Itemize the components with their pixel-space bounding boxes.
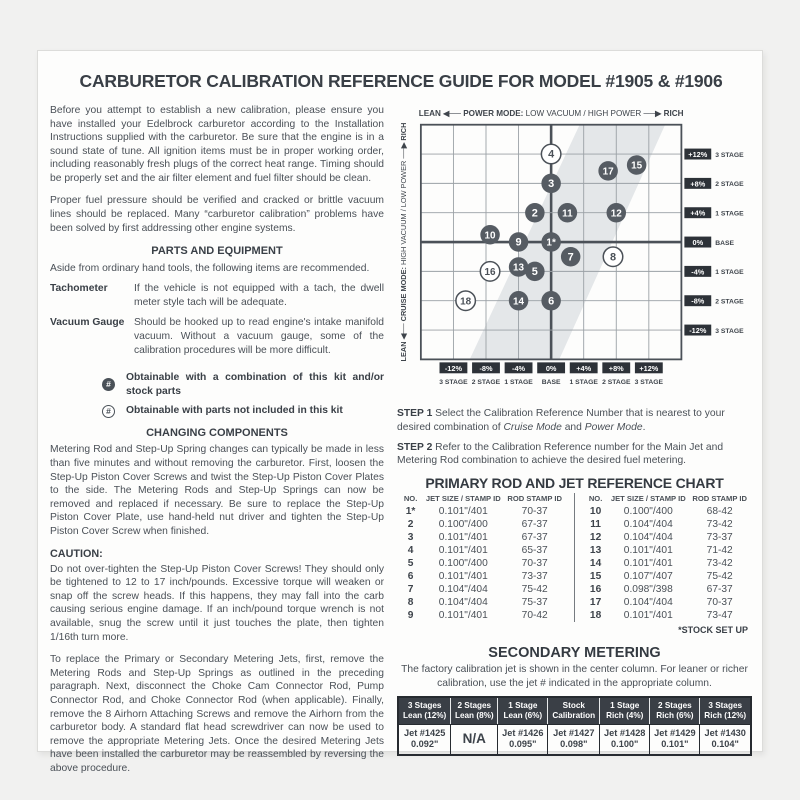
table-row <box>397 570 567 583</box>
caution-heading: CAUTION: <box>50 548 103 561</box>
rod-stamp-id: 70-37 <box>706 597 733 609</box>
chart-point-label: 12 <box>610 208 622 220</box>
rod-stamp-id: 75-42 <box>706 571 733 583</box>
jet-size-stamp-id: 0.104"/404 <box>623 519 673 531</box>
cruise-mode-axis-label: LEAN ◀── CRUISE MODE: HIGH VACUUM / LOW POWER ──▶ RICH <box>398 122 408 362</box>
power-mode-axis-label: LEAN ◀── POWER MODE: LOW VACUUM / HIGH POWER ──▶ RICH <box>418 108 684 118</box>
chart-point-label: 15 <box>631 160 643 172</box>
y-tick-stage: 1 STAGE <box>715 269 744 277</box>
y-tick-percent: -4% <box>691 267 705 277</box>
jet-size-stamp-id: 0.100"/400 <box>438 558 488 570</box>
table-row <box>397 518 567 531</box>
step-text: . <box>642 421 646 433</box>
chart-point-label: 13 <box>513 262 525 274</box>
chart-point-label: 7 <box>567 251 574 264</box>
rod-stamp-id: 75-42 <box>521 584 548 596</box>
jet-size-stamp-id: 0.104"/404 <box>438 597 488 609</box>
rod-stamp-id: 71-42 <box>706 545 733 557</box>
table-row <box>397 596 567 609</box>
legend-item-kit-parts <box>102 371 384 398</box>
row-no: 14 <box>589 558 602 570</box>
y-tick-stage: 2 STAGE <box>715 181 744 189</box>
jet-size-stamp-id: 0.101"/401 <box>438 532 488 544</box>
secondary-col-header: 3 Stages Rich (12%) <box>700 698 750 724</box>
table-row <box>399 724 750 754</box>
rod-stamp-id: 67-37 <box>521 519 548 531</box>
changing-components-paragraph: Metering Rod and Step-Up Spring changes can typically be made in less than five minutes and without removing the carburetor. First, loosen the Step-Up Piston Cover Screws and twist the Step-Up Piston Cover Plates to the side. The Metering Rods and Step-Up Springs can now be removed and replaced if necessary. Be sure to replace the Step-Up Piston Cover Plate, use hand-held nut driver and tighten the Step-Up Piston Cover Screw when finished. <box>50 444 384 537</box>
x-tick-percent: -4% <box>512 363 526 373</box>
rod-stamp-id: 65-37 <box>521 545 548 557</box>
col-header-rod: ROD STAMP ID <box>507 494 562 504</box>
y-tick-percent: +4% <box>690 208 706 218</box>
chart-point-label: 1* <box>546 237 556 249</box>
table-row <box>582 518 752 531</box>
chart-point-label: 4 <box>548 148 555 161</box>
x-tick-stage: 1 STAGE <box>504 379 533 387</box>
jet-size-stamp-id: 0.101"/401 <box>438 610 488 622</box>
intro-paragraph-1: Before you attempt to establish a new calibration, please ensure you have installed your Edelbrock carburetor according to the Installation Instructions supplied with the carburetor. Be sure that the engine is in a sound state of tune. All ignition items must be in proper working order, including reasonably fresh plugs of the correct heat range. Timing should be properly set and the air filter element and fuel filter should be clean. <box>50 105 384 184</box>
y-tick-stage: 2 STAGE <box>715 298 744 306</box>
jet-size-stamp-id: 0.100"/400 <box>438 519 488 531</box>
x-tick-stage: 3 STAGE <box>439 379 468 387</box>
chart-point-label: 6 <box>548 295 555 308</box>
y-tick-stage: 1 STAGE <box>715 210 744 218</box>
document-page <box>37 50 763 774</box>
parts-term: Tachometer <box>50 283 108 295</box>
row-no: 15 <box>589 571 602 583</box>
table-row <box>582 531 752 544</box>
parts-intro: Aside from ordinary hand tools, the following items are recommended. <box>50 262 370 274</box>
rod-stamp-id: 73-37 <box>706 532 733 544</box>
y-tick-percent: -8% <box>691 296 705 306</box>
primary-chart-title: PRIMARY ROD AND JET REFERENCE CHART <box>425 475 724 492</box>
primary-table-left-half <box>397 493 575 622</box>
row-no: 1* <box>405 506 416 518</box>
secondary-col-header: Stock Calibration <box>548 698 600 724</box>
secondary-jet-cell: N/A <box>451 724 498 754</box>
row-no: 18 <box>589 610 602 622</box>
changing-components-heading: CHANGING COMPONENTS <box>146 426 288 439</box>
step-1 <box>397 407 752 435</box>
col-header-jet: JET SIZE / STAMP ID <box>610 494 686 504</box>
x-tick-percent: 0% <box>545 363 557 373</box>
open-circle-hash-icon: # <box>102 405 115 418</box>
x-tick-stage: 2 STAGE <box>471 379 501 387</box>
caution-paragraph-2: To replace the Primary or Secondary Metering Jets, first, remove the Metering Rods and Step-Up Springs as outlined in the preceding paragraph. Next, disconnect the Choke Cam Connector Rod, Pump Connector Rod, and Choke Connector Rod (when applicable). Finally, remove the 8 Airhorn Attaching Screws and remove the Airhorn from the carburetor body. A standard flat head screwdriver can now be used to remove the appropriate Metering Jets. Once the desired Metering Jets have been installed the carburetor may be reassembled by reversing the above procedure. <box>50 654 384 774</box>
secondary-col-header: 2 Stages Lean (8%) <box>451 698 498 724</box>
content-columns <box>50 104 752 784</box>
row-no: 3 <box>407 532 414 544</box>
rod-stamp-id: 73-47 <box>706 610 733 622</box>
jet-size-stamp-id: 0.101"/401 <box>623 558 673 570</box>
y-tick-stage: 3 STAGE <box>715 327 744 335</box>
x-tick-stage: 2 STAGE <box>602 379 631 387</box>
table-row <box>397 544 567 557</box>
primary-table-right-half <box>575 493 752 622</box>
table-row <box>582 557 752 570</box>
parts-item-tachometer <box>50 282 384 309</box>
step-text: and <box>561 421 585 433</box>
row-no: 12 <box>589 532 602 544</box>
secondary-col-header: 2 Stages Rich (6%) <box>650 698 700 724</box>
step-italic: Power Mode <box>584 421 643 433</box>
chart-point-label: 16 <box>484 266 496 278</box>
rod-stamp-id: 68-42 <box>706 506 733 518</box>
rod-stamp-id: 70-42 <box>521 610 548 622</box>
parts-heading: PARTS AND EQUIPMENT <box>151 245 283 258</box>
x-tick-stage: 3 STAGE <box>634 379 664 387</box>
jet-size-stamp-id: 0.104"/404 <box>438 584 488 596</box>
rod-stamp-id: 73-42 <box>706 519 733 531</box>
jet-size-stamp-id: 0.107"/407 <box>623 571 673 583</box>
symbol-legend <box>102 371 384 418</box>
jet-size-stamp-id: 0.098"/398 <box>623 584 673 596</box>
row-no: 17 <box>589 597 602 609</box>
y-tick-percent: +8% <box>690 179 706 189</box>
table-row <box>582 570 752 583</box>
table-row <box>582 583 752 596</box>
secondary-jet-cell: Jet #1430 0.104" <box>700 724 750 754</box>
primary-reference-table <box>397 493 752 622</box>
right-column <box>397 104 752 784</box>
chart-point-label: 8 <box>609 251 617 264</box>
secondary-jet-cell: Jet #1426 0.095" <box>498 724 548 754</box>
table-header-row <box>399 698 750 724</box>
step-label: STEP 2 <box>397 441 433 453</box>
x-tick-stage: BASE <box>541 379 561 387</box>
row-no: 16 <box>589 584 602 596</box>
col-header-rod: ROD STAMP ID <box>692 494 747 504</box>
jet-size-stamp-id: 0.104"/404 <box>623 532 673 544</box>
jet-size-stamp-id: 0.101"/401 <box>623 610 673 622</box>
intro-paragraph-2: Proper fuel pressure should be verified and cracked or brittle vacuum lines should be replaced. Many “carburetor calibration” problems have been solved by first addressing other engine systems. <box>50 195 384 234</box>
rod-stamp-id: 75-37 <box>521 597 548 609</box>
step-text: Select the Calibration Reference Number that is nearest to your desired combination of <box>397 408 725 433</box>
table-row <box>582 544 752 557</box>
chart-point-label: 17 <box>602 166 614 178</box>
col-header-no: NO. <box>403 494 418 504</box>
x-tick-percent: -8% <box>479 363 493 373</box>
x-tick-percent: +4% <box>576 363 592 373</box>
jet-size-stamp-id: 0.101"/401 <box>438 545 488 557</box>
stock-setup-footnote: *STOCK SET UP <box>678 625 748 636</box>
col-header-jet: JET SIZE / STAMP ID <box>425 494 501 504</box>
secondary-jet-cell: Jet #1429 0.101" <box>650 724 700 754</box>
table-row <box>582 609 752 622</box>
table-row <box>397 583 567 596</box>
step-text: Refer to the Calibration Reference number for the Main Jet and Metering Rod combination to achieve the desired fuel metering. <box>397 441 724 467</box>
step-label: STEP 1 <box>397 408 433 419</box>
x-tick-percent: +8% <box>608 363 624 373</box>
secondary-jet-cell: Jet #1428 0.100" <box>600 724 650 754</box>
table-row <box>397 505 567 518</box>
y-tick-percent: -12% <box>689 326 707 336</box>
row-no: 6 <box>407 571 414 583</box>
left-column <box>50 104 384 784</box>
table-row <box>582 505 752 518</box>
jet-size-stamp-id: 0.101"/401 <box>623 545 673 557</box>
table-row <box>397 609 567 622</box>
rod-stamp-id: 73-42 <box>706 558 733 570</box>
x-tick-stage: 1 STAGE <box>569 379 598 387</box>
jet-size-stamp-id: 0.100"/400 <box>623 506 673 518</box>
rod-stamp-id: 73-37 <box>521 571 548 583</box>
x-tick-percent: -12% <box>444 363 463 373</box>
y-tick-stage: 3 STAGE <box>715 151 744 159</box>
y-tick-stage: BASE <box>715 239 734 247</box>
chart-point-label: 14 <box>513 296 525 308</box>
chart-point-label: 5 <box>531 265 538 278</box>
secondary-metering-intro: The factory calibration jet is shown in the center column. For leaner or richer calibration, use the jet # indicated in the appropriate column. <box>401 664 748 689</box>
legend-item-not-included <box>102 404 384 418</box>
jet-size-stamp-id: 0.104"/404 <box>623 597 673 609</box>
row-no: 10 <box>589 506 602 518</box>
y-tick-percent: +12% <box>688 150 708 160</box>
row-no: 8 <box>407 597 414 609</box>
secondary-metering-table <box>397 696 752 756</box>
chart-point-label: 18 <box>460 296 472 308</box>
rod-stamp-id: 70-37 <box>521 558 548 570</box>
row-no: 9 <box>407 610 414 622</box>
table-header-row <box>397 493 567 505</box>
secondary-jet-cell: Jet #1427 0.098" <box>548 724 600 754</box>
row-no: 7 <box>407 584 414 596</box>
jet-size-stamp-id: 0.101"/401 <box>438 506 488 518</box>
chart-point-label: 3 <box>548 177 555 190</box>
row-no: 4 <box>407 545 414 557</box>
y-tick-percent: 0% <box>692 238 704 248</box>
col-header-no: NO. <box>588 494 603 504</box>
rod-stamp-id: 70-37 <box>521 506 548 518</box>
rod-stamp-id: 67-37 <box>521 532 548 544</box>
legend-text: Obtainable with parts not included in this kit <box>126 405 343 417</box>
legend-text: Obtainable with a combination of this kit and/or stock parts <box>126 372 384 397</box>
secondary-col-header: 3 Stages Lean (12%) <box>399 698 451 724</box>
row-no: 5 <box>407 558 414 570</box>
page-title: CARBURETOR CALIBRATION REFERENCE GUIDE FOR MODEL #1905 & #1906 <box>79 71 723 91</box>
secondary-metering-title: SECONDARY METERING <box>488 645 661 662</box>
table-header-row <box>582 493 752 505</box>
parts-term: Vacuum Gauge <box>50 317 125 329</box>
rod-stamp-id: 67-37 <box>706 584 733 596</box>
table-row <box>397 557 567 570</box>
chart-point-label: 11 <box>562 208 573 220</box>
row-no: 2 <box>407 519 414 531</box>
secondary-col-header: 1 Stage Rich (4%) <box>600 698 650 724</box>
filled-circle-hash-icon: # <box>102 378 115 391</box>
chart-point-label: 9 <box>515 236 522 249</box>
table-row <box>582 596 752 609</box>
row-no: 13 <box>589 545 602 557</box>
parts-desc: If the vehicle is not equipped with a tach, the dwell meter style tach will be adequate. <box>134 283 384 308</box>
chart-point-label: 2 <box>531 207 538 220</box>
secondary-jet-cell: Jet #1425 0.092" <box>399 724 451 754</box>
jet-size-stamp-id: 0.101"/401 <box>438 571 488 583</box>
step-2 <box>397 441 752 469</box>
step-italic: Cruise Mode <box>503 421 562 433</box>
parts-desc: Should be hooked up to read engine's intake manifold vacuum. Without a vacuum gauge, some of the calibration procedures will be more difficult. <box>134 317 384 356</box>
calibration-chart <box>397 104 752 396</box>
chart-point-label: 10 <box>484 230 496 242</box>
row-no: 11 <box>590 519 601 531</box>
caution-paragraph-1: Do not over-tighten the Step-Up Piston Cover Screws! They should only be tightened to 12 to 17 inch/pounds. Excessive torque will weaken or snap off the screw heads. If this happens, they may fall into the carb causing serious engine damage. If an inch/pound torque wrench is not available, snug the screw until it just touches the plate, then tighten 1/16th turn more. <box>50 563 384 643</box>
x-tick-percent: +12% <box>639 363 659 373</box>
table-row <box>397 531 567 544</box>
parts-item-vacuum-gauge <box>50 316 384 357</box>
secondary-col-header: 1 Stage Lean (6%) <box>498 698 548 724</box>
